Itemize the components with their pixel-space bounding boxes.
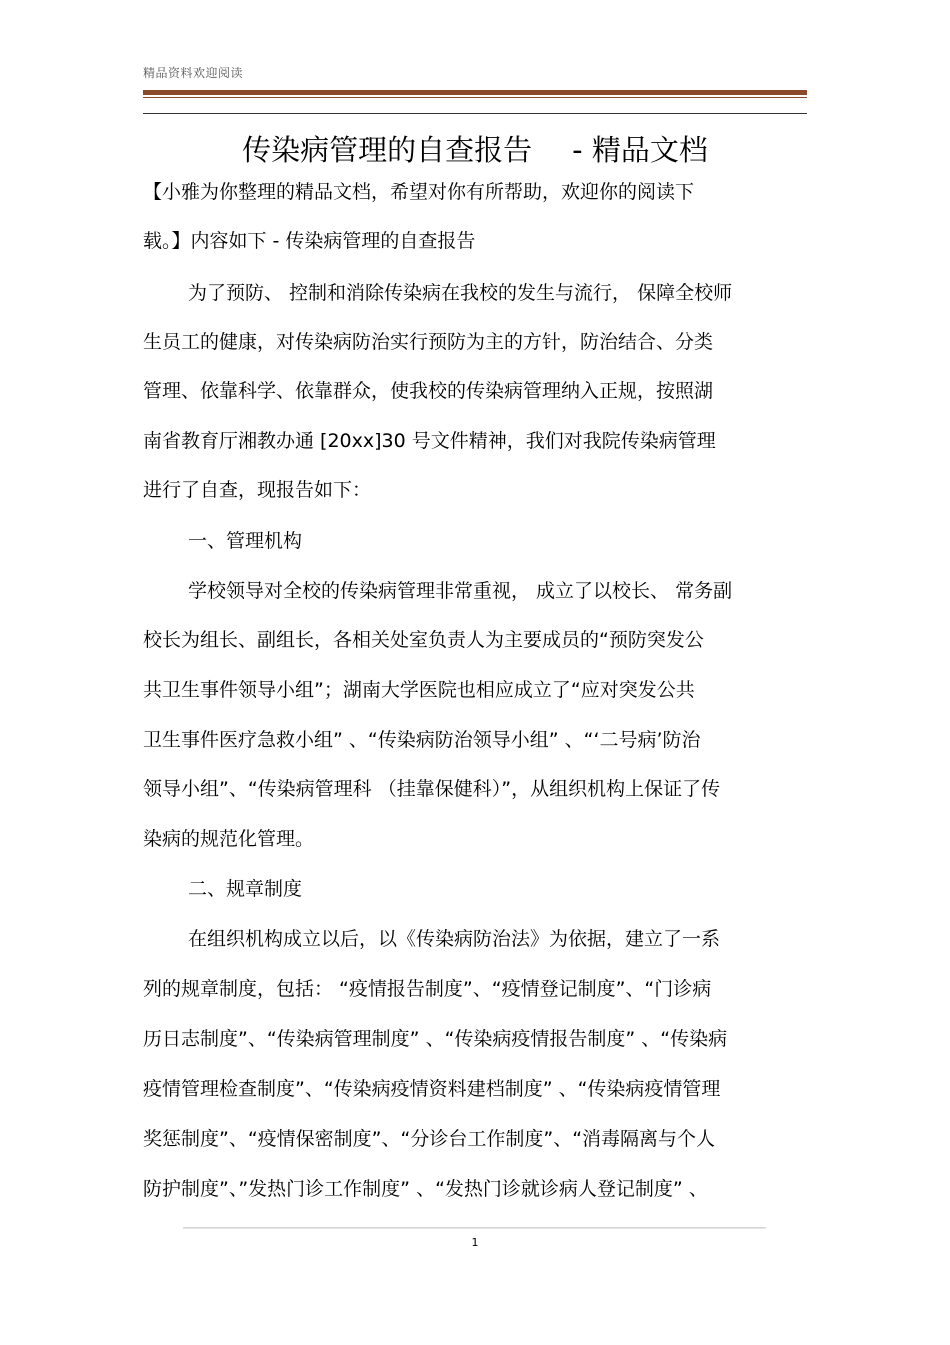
para1-line-1: 为了预防、 控制和消除传染病在我校的发生与流行， 保障全校师 [188,282,733,304]
page-number: 1 [471,1236,479,1249]
intro-line-1: 【小雅为你整理的精品文档，希望对你有所帮助，欢迎你的阅读下 [143,181,695,203]
header-rule-thick [143,90,807,95]
header-separator [143,113,807,114]
title-main: 传染病管理的自查报告 [242,133,533,167]
title-suffix: - 精品文档 [572,133,708,167]
section-heading-1: 一、管理机构 [188,530,303,552]
para2-line-6: 染病的规范化管理。 [143,828,315,850]
para3-line-2: 列的规章制度，包括： “疫情报告制度”、“疫情登记制度”、“门诊病 [143,978,712,1000]
para1-line-2: 生员工的健康，对传染病防治实行预防为主的方针，防治结合、分类 [143,331,714,353]
intro-line-2: 载。】内容如下 - 传染病管理的自查报告 [143,230,476,252]
para2-line-5: 领导小组”、“传染病管理科 （挂靠保健科）”，从组织机构上保证了传 [143,778,721,800]
para3-line-6: 防护制度”、”发热门诊工作制度” 、“发热门诊就诊病人登记制度” 、 [143,1178,708,1200]
para3-line-1: 在组织机构成立以后，以《传染病防治法》为依据，建立了一系 [188,928,721,950]
para1-line-3: 管理、依靠科学、依靠群众，使我校的传染病管理纳入正规，按照湖 [143,380,714,402]
section-heading-2: 二、规章制度 [188,878,303,900]
page-header-text: 精品资料欢迎阅读 [143,66,244,80]
para3-line-5: 奖惩制度”、“疫情保密制度”、“分诊台工作制度”、“消毒隔离与个人 [143,1128,716,1150]
para3-line-3: 历日志制度”、“传染病管理制度” 、“传染病疫情报告制度” 、“传染病 [143,1028,728,1050]
para2-line-2: 校长为组长、副组长，各相关处室负责人为主要成员的“预防突发公 [143,629,704,651]
footer-rule [183,1227,766,1229]
para1-line-4: 南省教育厅湘教办通 [20xx]30 号文件精神，我们对我院传染病管理 [143,430,716,452]
document-title [143,128,807,169]
para2-line-1: 学校领导对全校的传染病管理非常重视， 成立了以校长、 常务副 [188,580,733,602]
para2-line-3: 共卫生事件领导小组”；湖南大学医院也相应成立了“应对突发公共 [143,679,695,701]
para3-line-4: 疫情管理检查制度”、“传染病疫情资料建档制度” 、“传染病疫情管理 [143,1078,721,1100]
para2-line-4: 卫生事件医疗急救小组” 、“传染病防治领导小组” 、“‘二号病’防治 [143,729,701,751]
para1-line-5: 进行了自查，现报告如下： [143,479,372,501]
header-rule-thin [143,97,807,98]
